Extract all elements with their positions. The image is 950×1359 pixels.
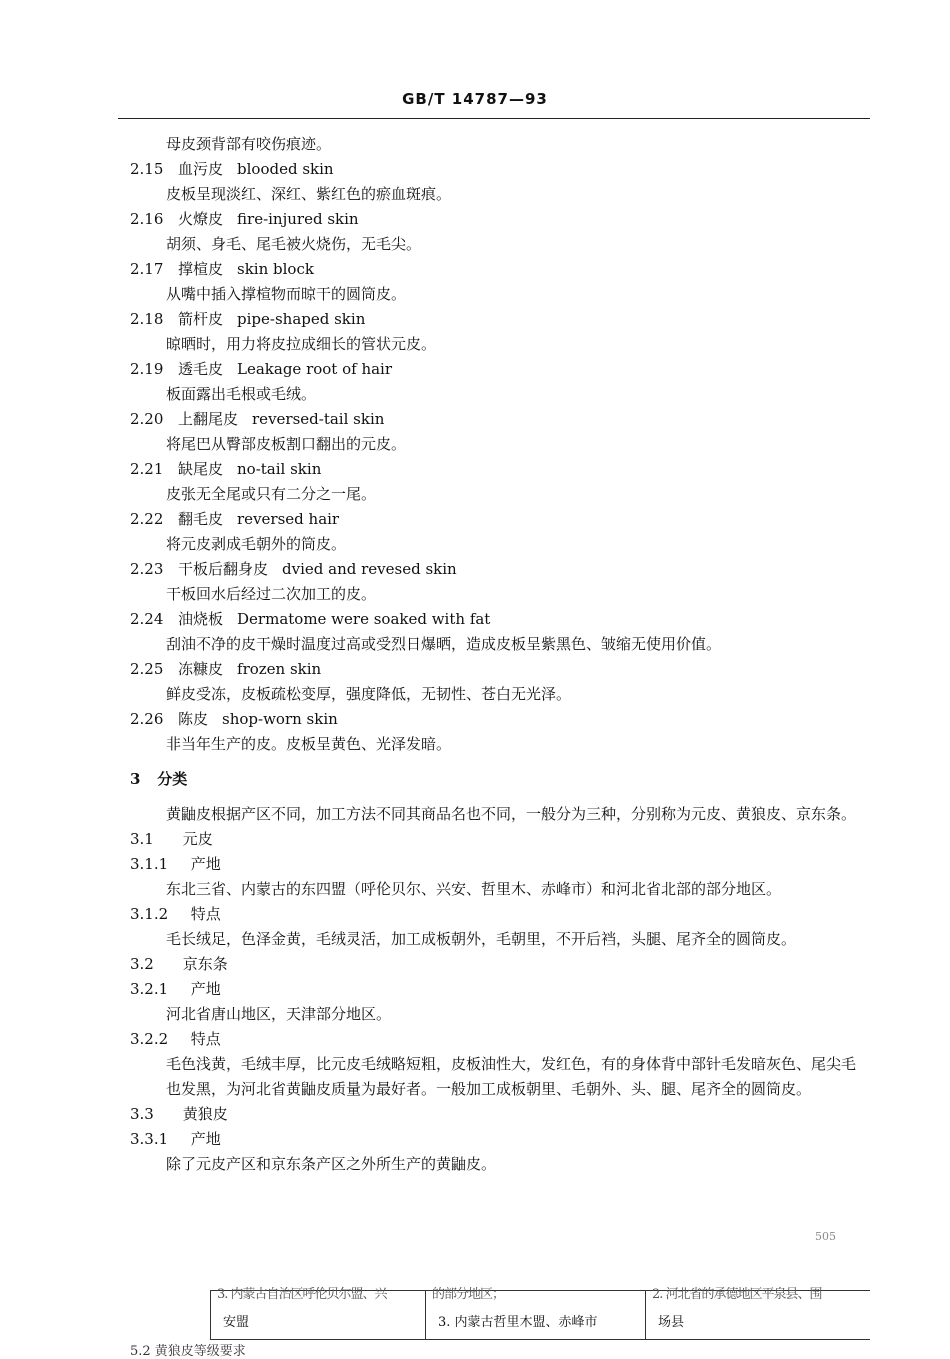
term-heading (130, 357, 870, 382)
term-english: reversed hair (237, 510, 340, 528)
term-number: 2.23 (130, 560, 164, 578)
term-heading (130, 157, 870, 182)
term-english: skin block (237, 260, 314, 278)
header-rule (118, 118, 870, 119)
term-chinese: 翻毛皮 (178, 510, 224, 528)
term-description: 鲜皮受冻，皮板疏松变厚，强度降低，无韧性、苍白无光泽。 (166, 685, 572, 703)
term-description: 皮板呈现淡红、深红、紫红色的瘀血斑痕。 (166, 185, 452, 203)
term-chinese: 油烧板 (178, 610, 224, 628)
term-description: 晾晒时，用力将皮拉成细长的管状元皮。 (166, 335, 437, 353)
term-heading (130, 607, 870, 632)
term-number: 2.20 (130, 410, 164, 428)
term-english: fire-injured skin (237, 210, 359, 228)
term-english: pipe-shaped skin (237, 310, 366, 328)
term-number: 2.22 (130, 510, 164, 528)
clause-3-1-2: 3.1.2 特点 (130, 905, 221, 923)
standard-code: GB/T 14787—93 (402, 90, 548, 108)
term-chinese: 上翻尾皮 (178, 410, 239, 428)
term-chinese: 箭杆皮 (178, 310, 224, 328)
term-chinese: 干板后翻身皮 (178, 560, 269, 578)
term-description: 将尾巴从臀部皮板割口翻出的元皮。 (166, 435, 407, 453)
table-cell: 3. 内蒙古自治区呼伦贝尔盟、兴 安盟 (210, 1291, 426, 1339)
term-number: 2.19 (130, 360, 164, 378)
term-english: dvied and revesed skin (282, 560, 457, 578)
term-number: 2.21 (130, 460, 164, 478)
term-description: 从嘴中插入撑楦物而晾干的圆筒皮。 (166, 285, 407, 303)
lead-line: 母皮颈背部有咬伤痕迹。 (166, 135, 332, 153)
clause-3-2-2-text: 毛色浅黄，毛绒丰厚，比元皮毛绒略短粗，皮板油性大，发红色，有的身体背中部针毛发暗灰色、尾尖毛也发黑，为河北省黄鼬皮质量为最好者。一般加工成板朝里、毛朝外、头、腿、尾齐全的圆筒皮。 (166, 1055, 857, 1098)
term-heading (130, 557, 870, 582)
clause-3-2: 3.2 京东条 (130, 955, 228, 973)
term-heading (130, 207, 870, 232)
term-description: 胡须、身毛、尾毛被火烧伤，无毛尖。 (166, 235, 422, 253)
clause-3-1-2-text: 毛长绒足，色泽金黄，毛绒灵活，加工成板朝外，毛朝里，不开后裆，头腿、尾齐全的圆筒皮。 (166, 930, 797, 948)
term-heading (130, 257, 870, 282)
cut-off-footer: 5.2 黄狼皮等级要求 (130, 1344, 246, 1359)
document-body (130, 132, 870, 1177)
term-heading (130, 707, 870, 732)
clause-3-2-2: 3.2.2 特点 (130, 1030, 221, 1048)
table-cell: 的部分地区； 3. 内蒙古哲里木盟、赤峰市 (425, 1291, 651, 1339)
term-heading (130, 407, 870, 432)
term-chinese: 撑楦皮 (178, 260, 224, 278)
term-list (130, 157, 870, 757)
section-title: 分类 (157, 770, 188, 788)
term-description: 刮油不净的皮干燥时温度过高或受烈日爆晒，造成皮板呈紫黑色、皱缩无使用价值。 (166, 635, 722, 653)
bleed-through-table (210, 1287, 870, 1340)
clause-3-1-1-text: 东北三省、内蒙古的东四盟（呼伦贝尔、兴安、哲里木、赤峰市）和河北省北部的部分地区。 (166, 880, 782, 898)
term-english: frozen skin (237, 660, 322, 678)
clause-3-1-1: 3.1.1 产地 (130, 855, 221, 873)
clause-3-3-1-text: 除了元皮产区和京东条产区之外所生产的黄鼬皮。 (166, 1155, 497, 1173)
term-number: 2.24 (130, 610, 164, 628)
term-chinese: 火燎皮 (178, 210, 224, 228)
term-english: reversed-tail skin (252, 410, 385, 428)
clause-3-2-1: 3.2.1 产地 (130, 980, 221, 998)
term-english: blooded skin (237, 160, 334, 178)
term-number: 2.17 (130, 260, 164, 278)
term-chinese: 透毛皮 (178, 360, 224, 378)
table-cell: 2. 河北省的承德地区平泉县、围 场县 (645, 1291, 871, 1339)
term-heading (130, 657, 870, 682)
clause-3-3: 3.3 黄狼皮 (130, 1105, 228, 1123)
page-number: 505 (815, 1230, 836, 1243)
term-description: 皮张无全尾或只有二分之一尾。 (166, 485, 377, 503)
term-english: no-tail skin (237, 460, 322, 478)
section-number: 3 (130, 770, 141, 788)
term-heading (130, 307, 870, 332)
term-description: 板面露出毛根或毛绒。 (166, 385, 317, 403)
term-number: 2.25 (130, 660, 164, 678)
term-english: Dermatome were soaked with fat (237, 610, 491, 628)
term-english: Leakage root of hair (237, 360, 393, 378)
term-chinese: 血污皮 (178, 160, 224, 178)
term-description: 干板回水后经过二次加工的皮。 (166, 585, 377, 603)
section-3-intro: 黄鼬皮根据产区不同，加工方法不同其商品名也不同，一般分为三种，分别称为元皮、黄狼皮、京东条。 (166, 805, 857, 823)
term-chinese: 冻糠皮 (178, 660, 224, 678)
term-heading (130, 457, 870, 482)
term-number: 2.16 (130, 210, 164, 228)
clause-3-1: 3.1 元皮 (130, 830, 213, 848)
clause-3-2-1-text: 河北省唐山地区，天津部分地区。 (166, 1005, 392, 1023)
clause-3-3-1: 3.3.1 产地 (130, 1130, 221, 1148)
term-chinese: 陈皮 (178, 710, 209, 728)
term-english: shop-worn skin (222, 710, 338, 728)
term-number: 2.26 (130, 710, 164, 728)
page-header (0, 90, 950, 108)
term-description: 非当年生产的皮。皮板呈黄色、光泽发暗。 (166, 735, 452, 753)
term-chinese: 缺尾皮 (178, 460, 224, 478)
section-3-heading (130, 767, 870, 792)
term-description: 将元皮剥成毛朝外的筒皮。 (166, 535, 347, 553)
term-heading (130, 507, 870, 532)
term-number: 2.18 (130, 310, 164, 328)
term-number: 2.15 (130, 160, 164, 178)
